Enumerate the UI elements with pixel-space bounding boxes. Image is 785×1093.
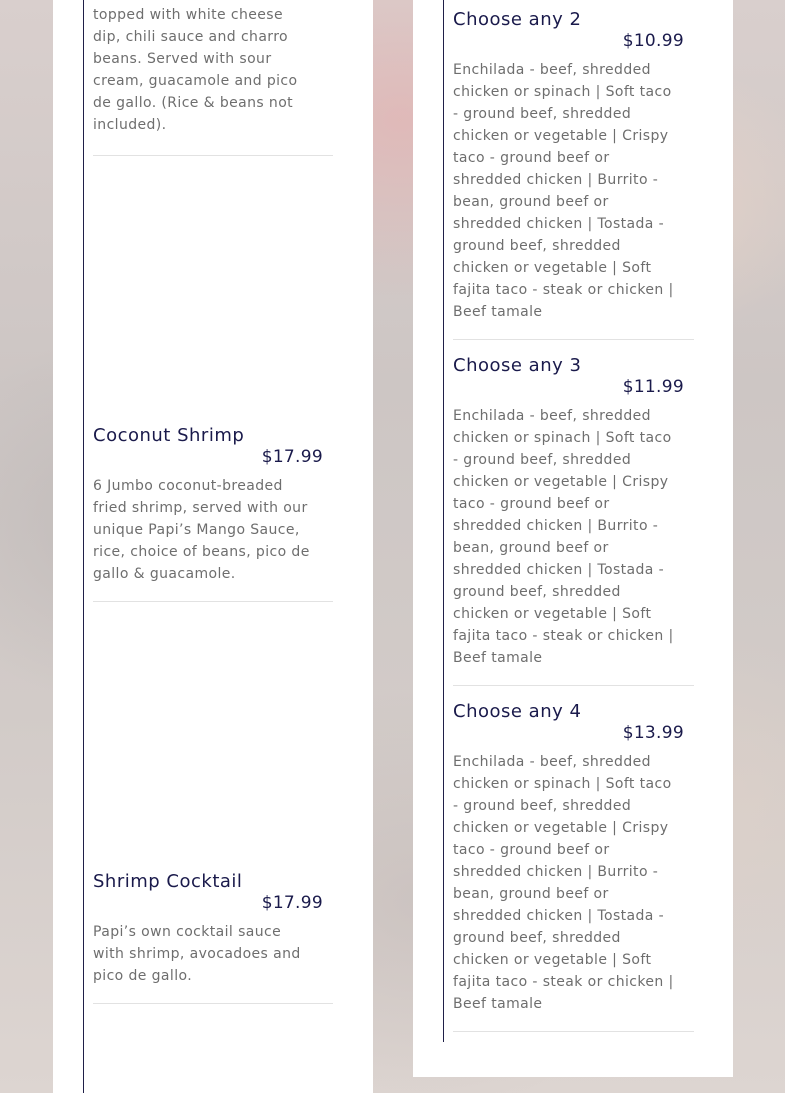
menu-item-description: 6 Jumbo coconut-breaded fried shrimp, served with our unique Papi’s Mango Sauce, rice, choice of beans, pico de gallo & guacamole. <box>93 478 310 582</box>
column-rule <box>443 0 444 1042</box>
menu-item-price: $13.99 <box>622 723 684 743</box>
menu-item-description: topped with white cheese dip, chili sauce and charro beans. Served with sour cream, guacamole and pico de gallo. (Rice & beans not included). <box>93 7 298 133</box>
menu-item-name: Choose any 4 <box>453 701 582 722</box>
menu-item-name: Coconut Shrimp <box>93 425 245 446</box>
menu-item <box>93 0 333 156</box>
menu-item-name: Choose any 3 <box>453 355 582 376</box>
menu-item-choose-3 <box>453 355 694 686</box>
menu-item-price: $10.99 <box>622 31 684 51</box>
menu-column-right <box>413 0 733 1077</box>
menu-item-shrimp-cocktail <box>93 871 333 1004</box>
menu-item-description: Enchilada - beef, shredded chicken or spinach | Soft taco - ground beef, shredded chicken or vegetable | Crispy taco - ground beef or shredded chicken | Burrito - bean, ground beef or shredded chicken | Tostada - ground beef, shredded chicken or vegetable | Soft fajita taco - steak or chicken | Beef tamale <box>453 408 674 666</box>
menu-item-description: Enchilada - beef, shredded chicken or spinach | Soft taco - ground beef, shredded chicken or vegetable | Crispy taco - ground beef or shredded chicken | Burrito - bean, ground beef or shredded chicken | Tostada - ground beef, shredded chicken or vegetable | Soft fajita taco - steak or chicken | Beef tamale <box>453 62 674 320</box>
menu-item-name: Shrimp Cocktail <box>93 871 243 892</box>
menu-item-description: Enchilada - beef, shredded chicken or spinach | Soft taco - ground beef, shredded chicken or vegetable | Crispy taco - ground beef or shredded chicken | Burrito - bean, ground beef or shredded chicken | Tostada - ground beef, shredded chicken or vegetable | Soft fajita taco - steak or chicken | Beef tamale <box>453 754 674 1012</box>
menu-item-price: $17.99 <box>261 893 323 913</box>
menu-item-name: Choose any 2 <box>453 9 582 30</box>
menu-item-coconut-shrimp <box>93 425 333 602</box>
menu-column-left <box>53 0 373 1093</box>
menu-item-choose-2 <box>453 9 694 340</box>
column-rule <box>83 0 84 1093</box>
menu-item-price: $17.99 <box>261 447 323 467</box>
menu-item-price: $11.99 <box>622 377 684 397</box>
menu-item-choose-4 <box>453 701 694 1032</box>
menu-item-description: Papi’s own cocktail sauce with shrimp, avocadoes and pico de gallo. <box>93 924 301 984</box>
